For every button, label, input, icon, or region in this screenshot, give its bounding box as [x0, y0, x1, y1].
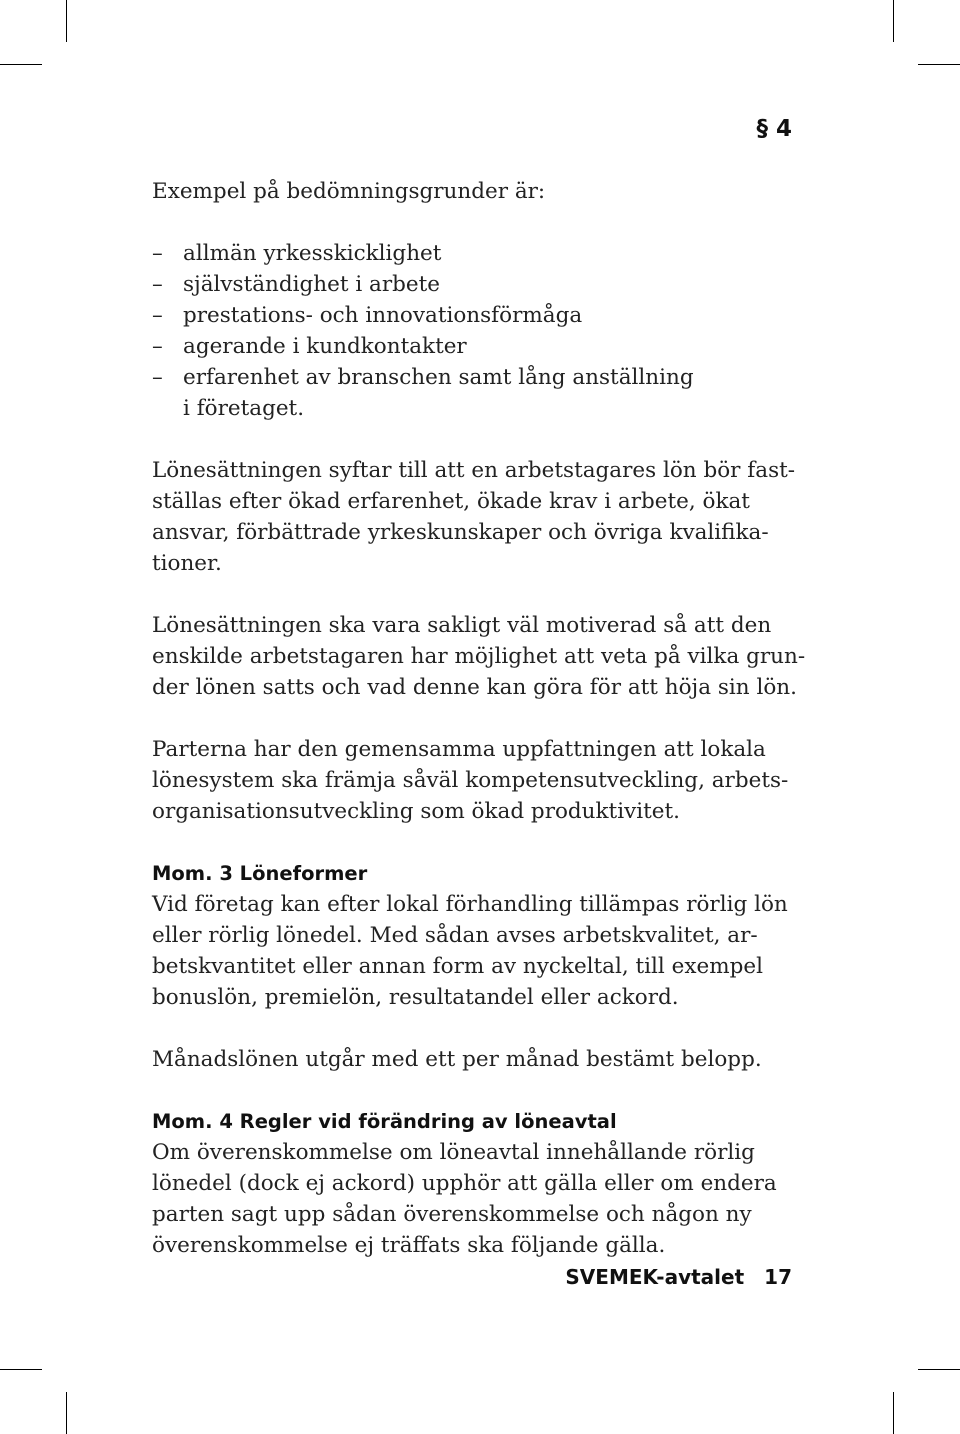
crop-mark-bottom-left-vertical — [66, 1392, 67, 1434]
page-number: 17 — [764, 1265, 792, 1289]
paragraph-line: Om överenskommelse om löneavtal innehållande rörlig — [152, 1140, 755, 1165]
section-number: § 4 — [756, 116, 792, 142]
criteria-intro: Exempel på bedömningsgrunder är: — [152, 179, 546, 204]
paragraph-parties-view — [152, 734, 792, 827]
mom3-paragraph-variable-pay — [152, 889, 792, 1013]
paragraph-line: lönedel (dock ej ackord) upphör att gälla eller om endera — [152, 1171, 777, 1196]
mom3-paragraph-monthly-salary — [152, 1044, 792, 1075]
paragraph-line: der lönen satts och vad denne kan göra för att höja sin lön. — [152, 675, 797, 700]
footer-title: SVEMEK-avtalet — [565, 1265, 745, 1289]
page-body — [152, 176, 806, 1292]
mom4-heading: Mom. 4 Regler vid förändring av löneavtal — [152, 1110, 617, 1133]
crop-mark-top-left-horizontal — [0, 64, 42, 65]
criteria-item: – självständighet i arbete — [152, 269, 792, 300]
criteria-item-continuation: i företaget. — [183, 396, 305, 421]
paragraph-line: Parterna har den gemensamma uppfattningen att lokala — [152, 737, 766, 762]
crop-mark-top-right-horizontal — [918, 64, 960, 65]
paragraph-line: överenskommelse ej träffats ska följande gälla. — [152, 1233, 666, 1258]
paragraph-line: enskilde arbetstagaren har möjlighet att veta på vilka grun- — [152, 644, 806, 669]
paragraph-line: ställas efter ökad erfarenhet, ökade krav i arbete, ökat — [152, 489, 750, 514]
mom4-paragraph — [152, 1137, 792, 1261]
paragraph-line: Månadslönen utgår med ett per månad bestämt belopp. — [152, 1047, 762, 1072]
paragraph-line: tioner. — [152, 551, 222, 576]
paragraph-line: betskvantitet eller annan form av nyckeltal, till exempel — [152, 954, 763, 979]
paragraph-line: bonuslön, premielön, resultatandel eller ackord. — [152, 985, 679, 1010]
paragraph-salary-purpose — [152, 455, 796, 579]
mom3-heading: Mom. 3 Löneformer — [152, 862, 368, 885]
crop-mark-bottom-right-vertical — [893, 1392, 894, 1434]
criteria-item — [152, 362, 792, 424]
paragraph-line: Lönesättningen ska vara sakligt väl motiverad så att den — [152, 613, 772, 638]
paragraph-line: lönesystem ska främja såväl kompetensutveckling, arbets- — [152, 768, 789, 793]
paragraph-salary-motivation — [152, 610, 806, 703]
criteria-item: – agerande i kundkontakter — [152, 331, 792, 362]
crop-mark-top-left-vertical — [66, 0, 67, 42]
criteria-item: – allmän yrkesskicklighet — [152, 238, 792, 269]
paragraph-line: organisationsutveckling som ökad produktivitet. — [152, 799, 680, 824]
criteria-item-text: – erfarenhet av branschen samt lång anställning — [183, 365, 694, 390]
page-footer — [480, 1265, 792, 1289]
paragraph-line: eller rörlig lönedel. Med sådan avses arbetskvalitet, ar- — [152, 923, 758, 948]
paragraph-line: ansvar, förbättrade yrkeskunskaper och övriga kvalifika- — [152, 520, 769, 545]
crop-mark-bottom-left-horizontal — [0, 1369, 42, 1370]
crop-mark-bottom-right-horizontal — [918, 1369, 960, 1370]
crop-mark-top-right-vertical — [893, 0, 894, 42]
criteria-list — [152, 238, 792, 424]
paragraph-line: Lönesättningen syftar till att en arbetstagares lön bör fast- — [152, 458, 796, 483]
paragraph-line: parten sagt upp sådan överenskommelse och någon ny — [152, 1202, 752, 1227]
paragraph-line: Vid företag kan efter lokal förhandling tillämpas rörlig lön — [152, 892, 788, 917]
criteria-item: – prestations- och innovationsförmåga — [152, 300, 792, 331]
